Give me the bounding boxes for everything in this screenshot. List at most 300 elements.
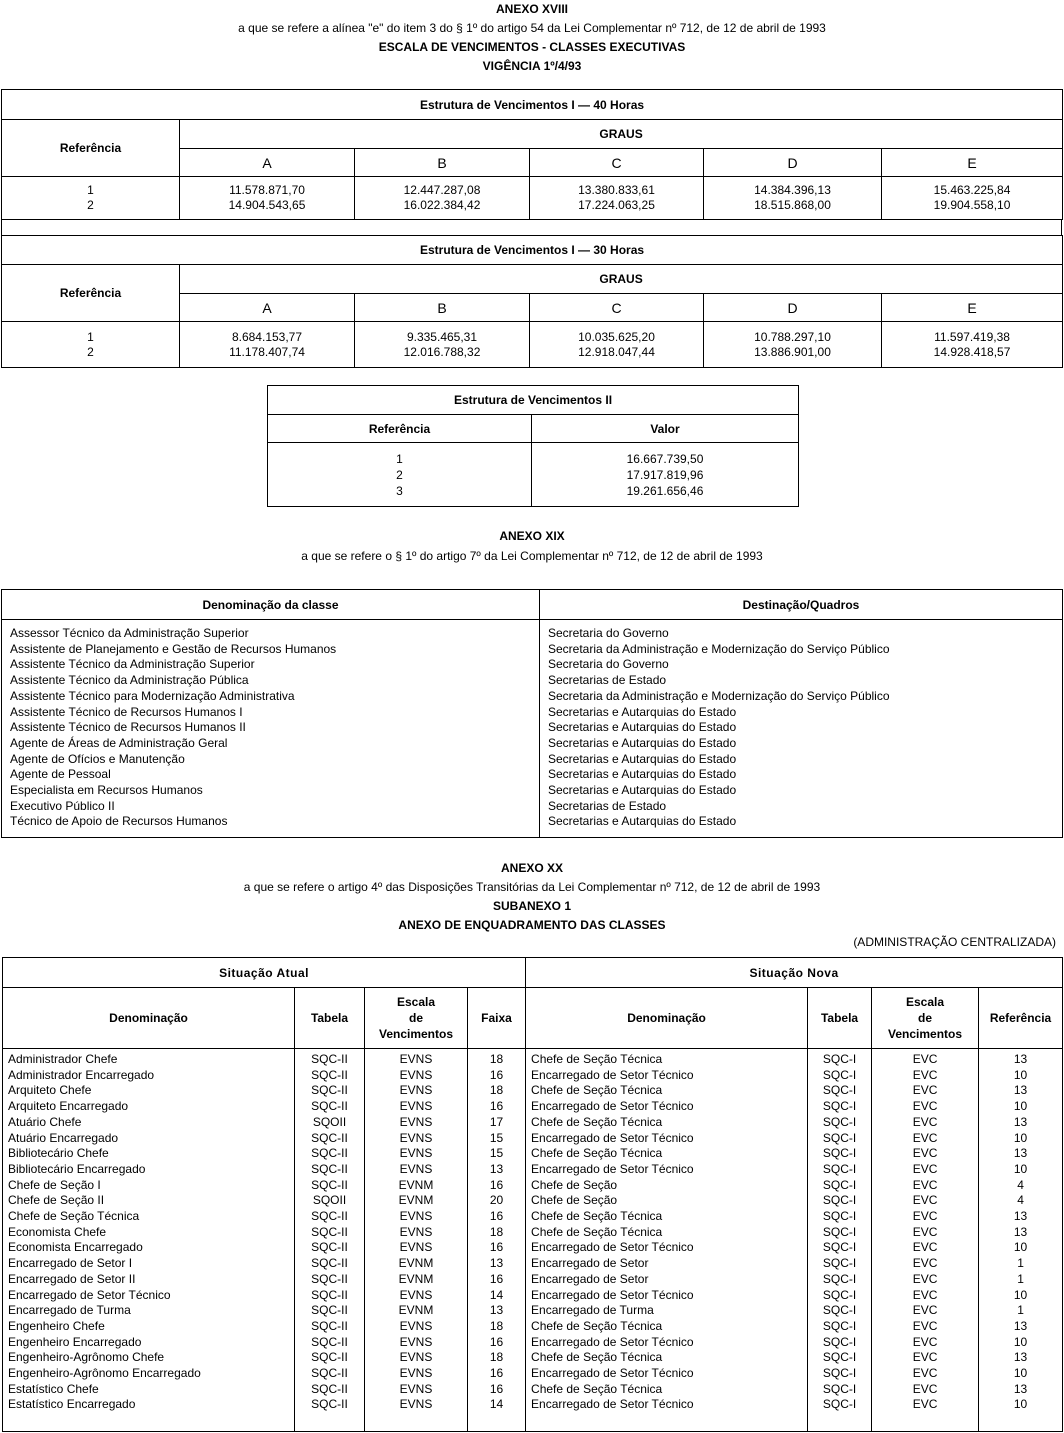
list-item: SQC-II [311, 1224, 348, 1239]
list-item: SQC-II [311, 1397, 348, 1412]
list-item: 16 [489, 1334, 504, 1349]
list-item: Encarregado de Setor Técnico [8, 1287, 171, 1302]
value-column [532, 443, 799, 507]
situacao-nova-header: Situação Nova [526, 958, 1063, 988]
anexo20-title: ANEXO XX [500, 861, 563, 875]
list-item: SQC-II [311, 1271, 348, 1286]
col-denominacao-header: Denominação da classe [2, 590, 540, 620]
escala-line-3: Vencimentos [888, 1027, 963, 1041]
admin-note: (ADMINISTRAÇÃO CENTRALIZADA) [853, 935, 1056, 949]
list-item: 12.447.287,08 [403, 183, 481, 197]
list-item: 13 [1013, 1381, 1028, 1396]
ref-values [2, 177, 180, 220]
list-item: Encarregado de Turma [531, 1303, 654, 1318]
list-item: SQC-II [311, 1334, 348, 1349]
list-item: Economista Chefe [8, 1224, 107, 1239]
grade-values-d [704, 177, 882, 220]
list-item: EVNS [399, 1350, 433, 1365]
list-item: SQC-II [311, 1240, 348, 1255]
atual-tabela-column [295, 1049, 365, 1432]
list-item: EVC [912, 1161, 938, 1176]
list-item: 16 [489, 1271, 504, 1286]
values-row [2, 322, 1063, 368]
list-item: Atuário Encarregado [8, 1130, 119, 1145]
list-item: EVC [912, 1146, 938, 1161]
list-item: Técnico de Apoio de Recursos Humanos [10, 814, 228, 829]
list-item: SQC-II [311, 1287, 348, 1302]
grade-header-c: C [530, 294, 704, 322]
list-item: 16 [489, 1209, 504, 1224]
list-item: Assistente Técnico para Modernização Administrativa [10, 688, 295, 703]
col-destinacao-header: Destinação/Quadros [540, 590, 1063, 620]
list-item: 19.261.656,46 [626, 483, 704, 498]
anexo18-subtitle: a que se refere a alínea "e" do item 3 do § 1º do artigo 54 da Lei Complementar nº 712, de 12 de abril de 1993 [238, 21, 826, 35]
list-item: 13.886.901,00 [754, 344, 831, 359]
ref-column [268, 443, 532, 507]
list-item: Agente de Áreas de Administração Geral [10, 735, 228, 750]
list-item: EVC [912, 1130, 938, 1145]
list-item: 17.917.819,96 [626, 467, 704, 482]
grade-values-c [530, 177, 704, 220]
list-item: 12.016.788,32 [403, 344, 481, 359]
grade-values-a [180, 322, 355, 368]
atual-denominacao-header: Denominação [3, 988, 295, 1049]
list-item: 17 [489, 1114, 504, 1129]
list-item: 13 [1013, 1350, 1028, 1365]
list-item: 16 [489, 1177, 504, 1192]
list-item: SQC-I [822, 1177, 857, 1192]
list-item: EVC [912, 1083, 938, 1098]
list-item: 14.928.418,57 [933, 344, 1011, 359]
list-item: Chefe de Seção I [8, 1177, 101, 1192]
list-item: Estatístico Chefe [8, 1381, 99, 1396]
list-item: EVNS [399, 1397, 433, 1412]
escala-line-2: de [918, 1011, 933, 1025]
list-item: 13 [489, 1161, 504, 1176]
list-item: 10 [1013, 1287, 1028, 1302]
list-item: 15 [489, 1146, 504, 1161]
ref-values [2, 322, 180, 368]
list-item: 11.597.419,38 [934, 329, 1010, 344]
list-item: 13 [1013, 1209, 1028, 1224]
destinos-list [540, 620, 1063, 838]
grade-header-d: D [704, 294, 882, 322]
list-item: Executivo Público II [10, 798, 115, 813]
graus-header: GRAUS [180, 265, 1063, 294]
list-item: Secretarias de Estado [548, 673, 667, 688]
list-item: 11.178.407,74 [229, 344, 305, 359]
list-item: Secretarias e Autarquias do Estado [548, 783, 737, 798]
list-item: Secretaria da Administração e Modernização do Serviço Público [548, 641, 890, 656]
list-item: 11.578.871,70 [229, 183, 305, 197]
grade-header-e: E [882, 294, 1063, 322]
anexo20-heading [0, 859, 1064, 935]
list-item: 2 [87, 198, 94, 212]
list-item: Chefe de Seção Técnica [531, 1146, 663, 1161]
list-item: EVNS [399, 1099, 433, 1114]
list-item: 10 [1013, 1366, 1028, 1381]
list-item: 16 [489, 1366, 504, 1381]
list-item: EVC [912, 1067, 938, 1082]
list-item: SQC-II [311, 1350, 348, 1365]
list-item: EVC [912, 1271, 938, 1286]
list-item: Secretaria do Governo [548, 626, 669, 640]
list-item: EVNM [398, 1193, 434, 1208]
list-item: EVNS [399, 1240, 433, 1255]
enquadramento-table [2, 957, 1063, 1432]
anexo20-heading-text: ANEXO DE ENQUADRAMENTO DAS CLASSES [398, 918, 666, 932]
list-item: 18 [489, 1350, 504, 1365]
list-item: Encarregado de Setor Técnico [531, 1130, 694, 1145]
list-item: EVNS [399, 1287, 433, 1302]
list-item: EVNS [399, 1334, 433, 1349]
list-item: SQC-I [822, 1161, 857, 1176]
list-item: SQC-II [311, 1209, 348, 1224]
list-item: EVNS [399, 1209, 433, 1224]
list-item: 10 [1013, 1240, 1028, 1255]
list-item: 18 [489, 1224, 504, 1239]
list-item: 13 [489, 1303, 504, 1318]
list-item: Secretaria do Governo [548, 657, 669, 672]
list-item: SQC-I [822, 1303, 857, 1318]
list-item: Encarregado de Setor Técnico [531, 1366, 694, 1381]
list-item: Chefe de Seção Técnica [531, 1350, 663, 1365]
list-item: EVNS [399, 1318, 433, 1333]
list-item: Encarregado de Setor I [8, 1256, 133, 1271]
grade-header-d: D [704, 149, 882, 177]
list-item: EVC [912, 1209, 938, 1224]
grade-values-b [355, 322, 530, 368]
list-item: Secretarias de Estado [548, 798, 667, 813]
list-item: SQC-I [822, 1146, 857, 1161]
list-item: Assistente Técnico de Recursos Humanos II [10, 720, 246, 735]
table-title: Estrutura de Vencimentos I — 40 Horas [2, 90, 1063, 120]
list-item: 1 [396, 451, 403, 466]
list-item: 1 [1017, 1303, 1024, 1318]
list-item: 16 [489, 1099, 504, 1114]
anexo19-subtitle: a que se refere o § 1º do artigo 7º da Lei Complementar nº 712, de 12 de abril de 1993 [301, 549, 763, 563]
list-item: 10 [1013, 1334, 1028, 1349]
list-item: 19.904.558,10 [933, 198, 1011, 212]
list-item: EVNS [399, 1130, 433, 1145]
list-item: 13 [1013, 1083, 1028, 1098]
anexo18-vigencia: VIGÊNCIA 1º/4/93 [482, 59, 582, 73]
list-item: SQOII [312, 1193, 347, 1208]
list-item: Agente de Ofícios e Manutenção [10, 751, 185, 766]
list-item: 4 [1017, 1193, 1024, 1208]
list-item: 10 [1013, 1397, 1028, 1412]
list-item: 15.463.225,84 [933, 183, 1011, 197]
list-item: SQC-I [822, 1083, 857, 1098]
list-item: 13 [1013, 1052, 1028, 1066]
anexo19-heading [0, 527, 1064, 566]
list-item: 15 [489, 1130, 504, 1145]
salary-table-40h [1, 89, 1063, 220]
list-item: EVC [912, 1256, 938, 1271]
list-item: Arquiteto Encarregado [8, 1099, 129, 1114]
atual-escala-header [365, 988, 468, 1049]
list-item: SQC-I [822, 1271, 857, 1286]
list-item: EVC [912, 1240, 938, 1255]
table-title: Estrutura de Vencimentos I — 30 Horas [2, 236, 1063, 265]
list-item: Secretarias e Autarquias do Estado [548, 735, 737, 750]
list-item: 14 [489, 1397, 504, 1412]
list-item: EVC [912, 1193, 938, 1208]
values-row [2, 177, 1063, 220]
list-item: SQC-II [311, 1130, 348, 1145]
list-item: Agente de Pessoal [10, 767, 111, 782]
list-item: Administrador Encarregado [8, 1067, 155, 1082]
atual-faixa-column [468, 1049, 526, 1432]
list-item: 1 [1017, 1271, 1024, 1286]
list-item: 10 [1013, 1067, 1028, 1082]
list-item: 12.918.047,44 [578, 344, 655, 359]
nova-denominacao-column [526, 1049, 808, 1432]
list-item: Chefe de Seção [531, 1193, 618, 1208]
list-item: EVNM [398, 1271, 434, 1286]
list-item: 1 [87, 183, 94, 197]
list-item: 16.667.739,50 [626, 451, 704, 466]
list-item: Estatístico Encarregado [8, 1397, 136, 1412]
anexo18-heading-text: ESCALA DE VENCIMENTOS - CLASSES EXECUTIVAS [378, 40, 686, 54]
list-item: 2 [87, 344, 94, 359]
list-item: Encarregado de Setor II [8, 1271, 136, 1286]
list-item: SQC-II [311, 1146, 348, 1161]
list-item: Assistente Técnico da Administração Pública [10, 673, 249, 688]
list-item: SQC-I [822, 1067, 857, 1082]
list-item: SQC-II [311, 1381, 348, 1396]
nova-referencia-column [979, 1049, 1063, 1432]
list-item: Arquiteto Chefe [8, 1083, 92, 1098]
list-item: EVNS [399, 1114, 433, 1129]
list-item: Chefe de Seção II [8, 1193, 105, 1208]
list-item: EVNS [399, 1366, 433, 1381]
list-item: Encarregado de Setor [531, 1271, 649, 1286]
salary-table-30h [1, 235, 1063, 368]
list-item: SQC-II [311, 1256, 348, 1271]
value-header: Valor [532, 415, 799, 443]
list-item: 18 [489, 1052, 504, 1066]
list-item: Encarregado de Setor Técnico [531, 1240, 694, 1255]
list-item: EVNS [399, 1381, 433, 1396]
list-item: Encarregado de Setor Técnico [531, 1287, 694, 1302]
list-item: SQC-II [311, 1099, 348, 1114]
nova-denominacao-header: Denominação [526, 988, 808, 1049]
ref-header: Referência [268, 415, 532, 443]
list-item: 1 [87, 329, 94, 344]
anexo18-title: ANEXO XVIII [495, 2, 569, 16]
list-item: EVNS [399, 1083, 433, 1098]
list-item: Secretarias e Autarquias do Estado [548, 814, 737, 829]
list-item: 14.384.396,13 [754, 183, 831, 197]
grade-values-a [180, 177, 355, 220]
list-item: SQC-I [822, 1114, 857, 1129]
list-item: EVC [912, 1381, 938, 1396]
list-item: SQC-I [822, 1240, 857, 1255]
list-item: SQC-I [822, 1256, 857, 1271]
list-item: 16 [489, 1381, 504, 1396]
list-item: 17.224.063,25 [578, 198, 655, 212]
nova-tabela-header: Tabela [808, 988, 872, 1049]
list-item: Encarregado de Setor Técnico [531, 1397, 694, 1412]
ref-header: Referência [2, 120, 180, 177]
list-item: SQOII [312, 1114, 347, 1129]
list-item: 9.335.465,31 [406, 329, 478, 344]
list-item: 10 [1013, 1099, 1028, 1114]
situacao-atual-header: Situação Atual [3, 958, 526, 988]
list-item: 14 [489, 1287, 504, 1302]
list-item: Assistente Técnico da Administração Superior [10, 657, 255, 672]
grade-header-a: A [180, 149, 355, 177]
list-item: 18 [489, 1083, 504, 1098]
list-item: 13.380.833,61 [578, 183, 655, 197]
list-item: SQC-I [822, 1287, 857, 1302]
list-item: Economista Encarregado [8, 1240, 143, 1255]
list-item: SQC-I [822, 1099, 857, 1114]
list-item: Especialista em Recursos Humanos [10, 783, 203, 798]
list-item: SQC-I [822, 1397, 857, 1412]
table-title: Estrutura de Vencimentos II [268, 386, 799, 415]
list-item: Encarregado de Setor Técnico [531, 1161, 694, 1176]
list-item: EVNS [399, 1067, 433, 1082]
escala-line-3: Vencimentos [378, 1027, 454, 1041]
grade-header-b: B [355, 149, 530, 177]
list-item: 16 [489, 1067, 504, 1082]
list-item: Chefe de Seção Técnica [531, 1114, 663, 1129]
graus-header: GRAUS [180, 120, 1063, 149]
list-item: Bibliotecário Encarregado [8, 1161, 146, 1176]
list-item: Encarregado de Setor [531, 1256, 649, 1271]
list-item: EVC [912, 1334, 938, 1349]
escala-line-2: de [408, 1011, 423, 1025]
list-item: Engenheiro Chefe [8, 1318, 105, 1333]
list-item: EVC [912, 1177, 938, 1192]
nova-referencia-header: Referência [979, 988, 1063, 1049]
list-item: EVC [912, 1350, 938, 1365]
list-item: EVC [912, 1099, 938, 1114]
list-item: SQC-I [822, 1209, 857, 1224]
list-item: SQC-II [311, 1318, 348, 1333]
list-item: SQC-II [311, 1067, 348, 1082]
list-item: Encarregado de Turma [8, 1303, 131, 1318]
grade-header-b: B [355, 294, 530, 322]
list-item: 13 [1013, 1318, 1028, 1333]
list-item: Assistente Técnico de Recursos Humanos I [10, 704, 243, 719]
anexo18-heading [0, 0, 1064, 76]
list-item: SQC-II [311, 1083, 348, 1098]
list-item: Secretarias e Autarquias do Estado [548, 751, 737, 766]
escala-line-1: Escala [906, 995, 945, 1009]
list-item: SQC-I [822, 1224, 857, 1239]
list-item: Assessor Técnico da Administração Superior [10, 626, 249, 640]
list-item: SQC-I [822, 1350, 857, 1365]
nova-escala-column [872, 1049, 979, 1432]
list-item: SQC-I [822, 1318, 857, 1333]
grade-header-a: A [180, 294, 355, 322]
anexo20-subtitle: a que se refere o artigo 4º das Disposições Transitórias da Lei Complementar nº 712, de 12 de abril de 1993 [243, 880, 821, 894]
atual-denominacao-column [3, 1049, 295, 1432]
list-item: 1 [1017, 1256, 1024, 1271]
list-item: EVNS [399, 1146, 433, 1161]
classes-list [2, 620, 540, 838]
list-item: Chefe de Seção [531, 1177, 618, 1192]
list-item: SQC-II [311, 1303, 348, 1318]
list-item: 10 [1013, 1161, 1028, 1176]
list-item: 3 [396, 483, 403, 498]
nova-escala-header [872, 988, 979, 1049]
list-item: 18.515.868,00 [754, 198, 831, 212]
list-item: Chefe de Seção Técnica [531, 1381, 663, 1396]
list-item: SQC-I [822, 1366, 857, 1381]
list-item: Chefe de Seção Técnica [531, 1209, 663, 1224]
list-item: Chefe de Seção Técnica [8, 1209, 140, 1224]
list-item: EVC [912, 1114, 938, 1129]
list-item: EVNM [398, 1256, 434, 1271]
list-item: SQC-II [311, 1161, 348, 1176]
list-item: EVNM [398, 1177, 434, 1192]
list-item: 13 [1013, 1146, 1028, 1161]
list-item: 2 [396, 467, 403, 482]
list-item: Administrador Chefe [8, 1052, 118, 1066]
list-item: SQC-II [311, 1366, 348, 1381]
list-item: 16.022.384,42 [403, 198, 481, 212]
grade-values-e [882, 322, 1063, 368]
list-item: Secretarias e Autarquias do Estado [548, 767, 737, 782]
list-item: Engenheiro-Agrônomo Encarregado [8, 1366, 201, 1381]
list-item: EVC [912, 1224, 938, 1239]
list-item: SQC-I [822, 1381, 857, 1396]
list-item: EVNS [399, 1224, 433, 1239]
list-item: Chefe de Seção Técnica [531, 1224, 663, 1239]
list-item: SQC-I [822, 1193, 857, 1208]
list-item: Secretarias e Autarquias do Estado [548, 704, 737, 719]
list-item: 10.788.297,10 [754, 329, 831, 344]
atual-tabela-header: Tabela [295, 988, 365, 1049]
list-item: 10.035.625,20 [578, 329, 655, 344]
grade-values-c [530, 322, 704, 368]
list-item: Encarregado de Setor Técnico [531, 1334, 694, 1349]
anexo20-subanexo: SUBANEXO 1 [492, 899, 572, 913]
list-item: 18 [489, 1318, 504, 1333]
list-item: EVNS [399, 1052, 433, 1066]
salary-table-ii [267, 385, 799, 507]
list-item: EVNS [399, 1161, 433, 1176]
list-item: 10 [1013, 1130, 1028, 1145]
grade-header-e: E [882, 149, 1063, 177]
list-item: SQC-II [311, 1177, 348, 1192]
escala-line-1: Escala [396, 995, 436, 1009]
list-item: SQC-II [311, 1052, 348, 1066]
table-separator [1, 220, 1062, 235]
list-item: EVC [912, 1052, 938, 1066]
list-item: EVC [912, 1366, 938, 1381]
atual-escala-column [365, 1049, 468, 1432]
list-item: EVC [912, 1397, 938, 1412]
anexo19-title: ANEXO XIX [499, 529, 565, 543]
list-item: Engenheiro-Agrônomo Chefe [8, 1350, 165, 1365]
list-item: SQC-I [822, 1052, 857, 1066]
list-item: 14.904.543,65 [228, 198, 306, 212]
list-item: 13 [1013, 1114, 1028, 1129]
list-item: Encarregado de Setor Técnico [531, 1099, 694, 1114]
grade-values-d [704, 322, 882, 368]
list-item: Assistente de Planejamento e Gestão de Recursos Humanos [10, 641, 337, 656]
atual-faixa-header: Faixa [468, 988, 526, 1049]
list-item: SQC-I [822, 1334, 857, 1349]
grade-values-b [355, 177, 530, 220]
grade-header-c: C [530, 149, 704, 177]
list-item: Atuário Chefe [8, 1114, 82, 1129]
